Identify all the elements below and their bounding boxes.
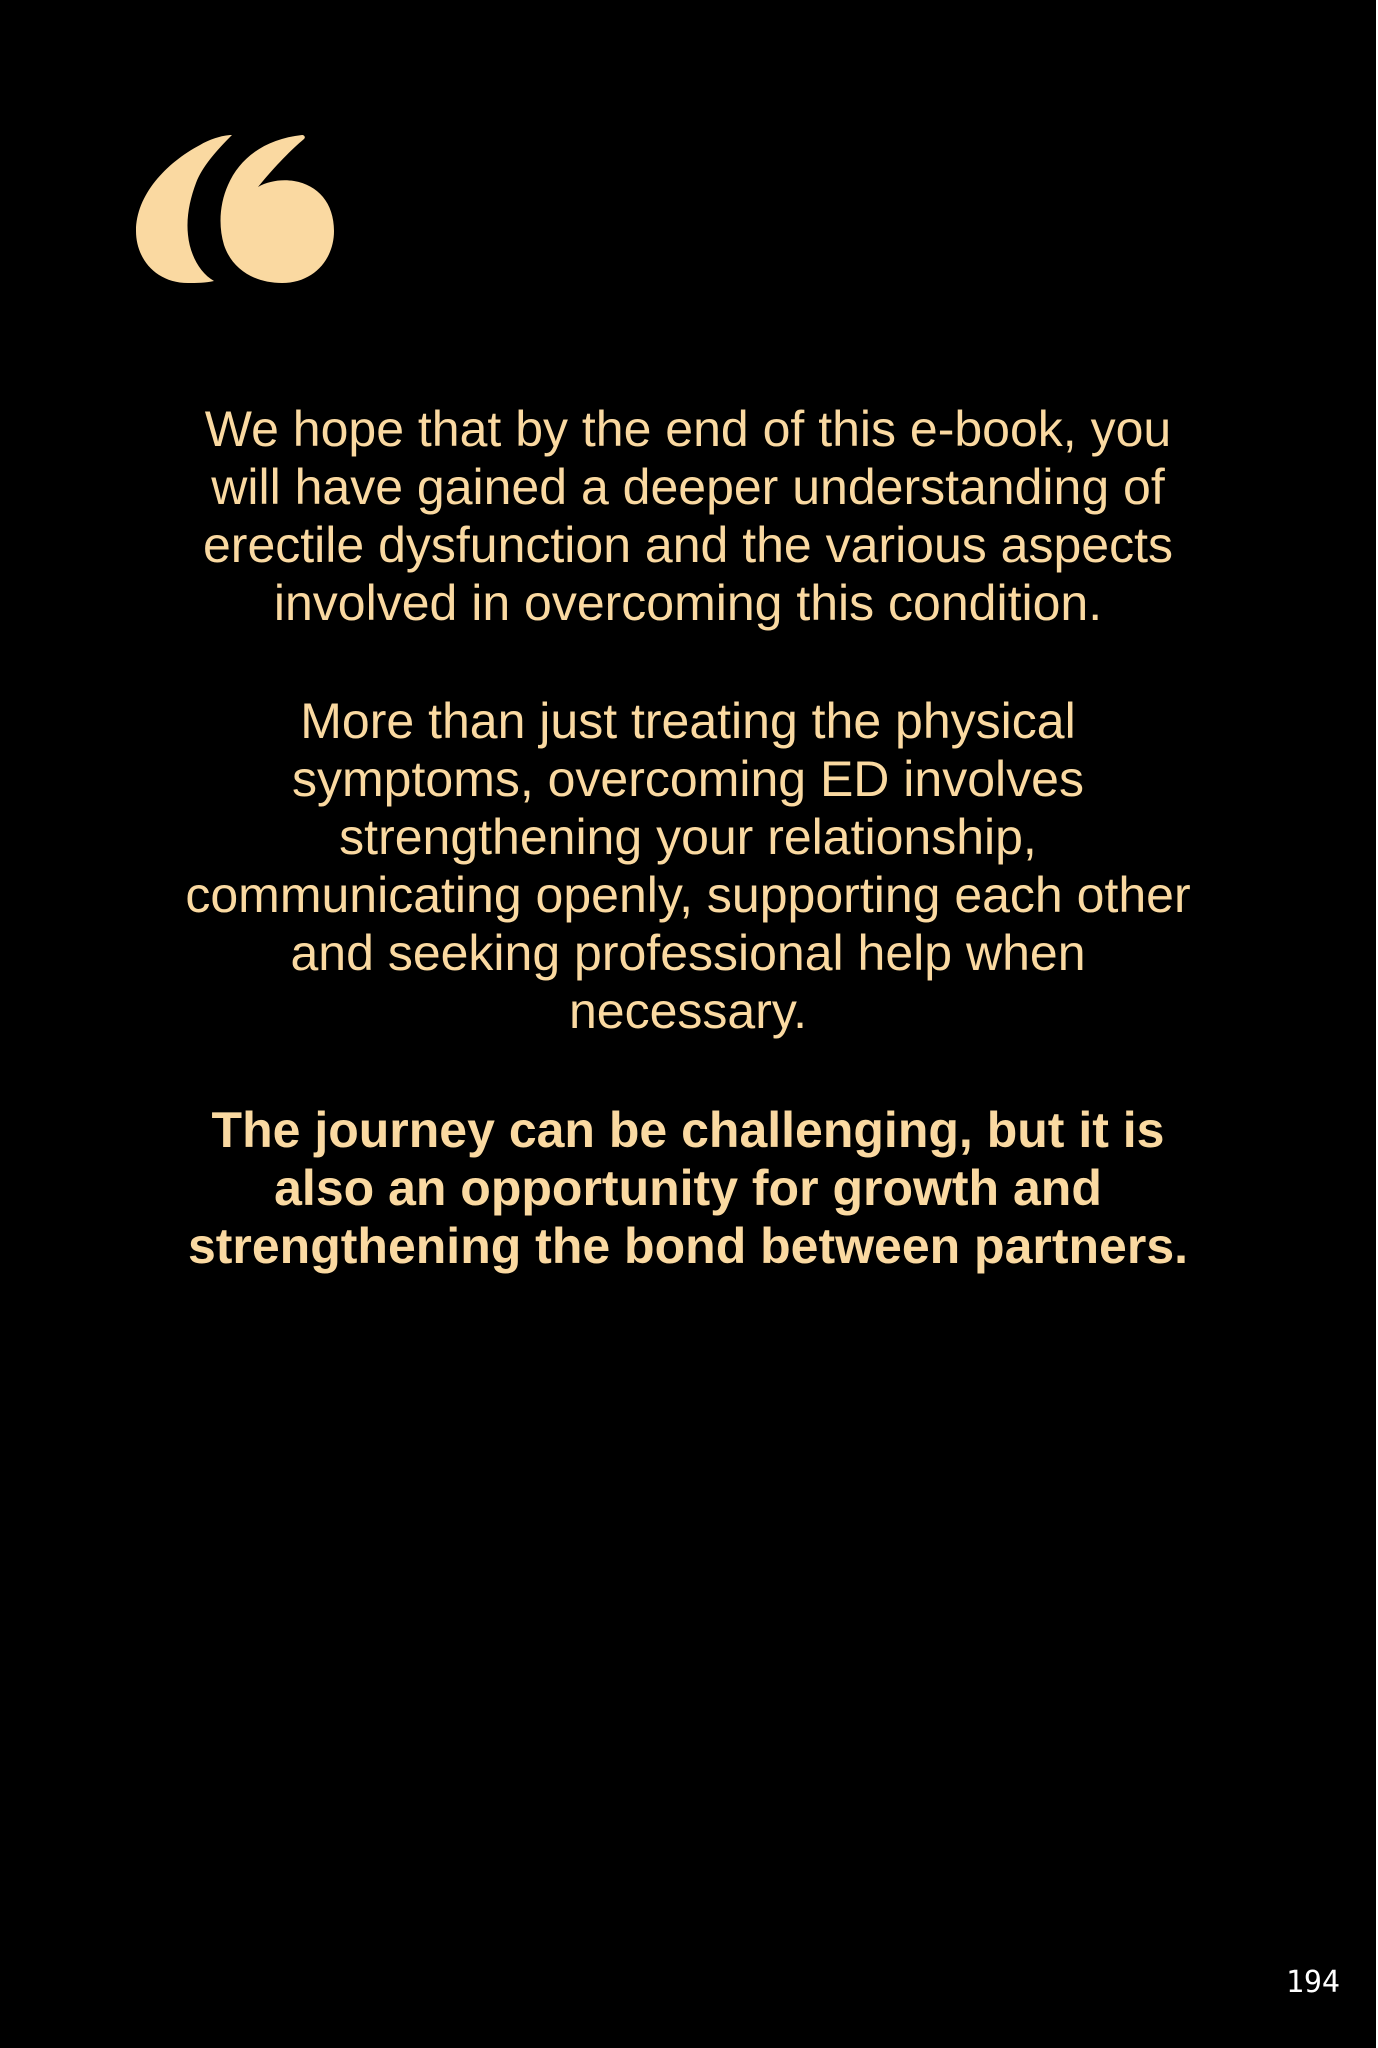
paragraph-line: also an opportunity for growth and — [274, 1160, 1102, 1216]
paragraph-line: involved in overcoming this condition. — [273, 575, 1103, 631]
paragraph-line: erectile dysfunction and the various aspects — [203, 517, 1173, 573]
paragraph-overcoming-ed — [110, 692, 1266, 1040]
paragraph-line: strengthening the bond between partners. — [187, 1218, 1189, 1274]
paragraph-line: necessary. — [568, 983, 808, 1039]
paragraph-line: The journey can be challenging, but it is — [211, 1102, 1165, 1158]
paragraph-line: More than just treating the physical — [300, 693, 1076, 749]
paragraph-line: symptoms, overcoming ED involves — [292, 751, 1084, 807]
paragraph-line: communicating openly, supporting each other — [185, 867, 1191, 923]
paragraph-line: and seeking professional help when — [290, 925, 1086, 981]
paragraph-line: We hope that by the end of this e-book, you — [204, 401, 1172, 457]
paragraph-line: will have gained a deeper understanding of — [211, 459, 1165, 515]
paragraph-intro — [110, 400, 1266, 632]
page-number: 194 — [1285, 1965, 1340, 2000]
paragraph-closing-emphasis — [110, 1101, 1266, 1275]
quotation-mark-icon — [136, 135, 334, 283]
paragraph-line: strengthening your relationship, — [339, 809, 1037, 865]
